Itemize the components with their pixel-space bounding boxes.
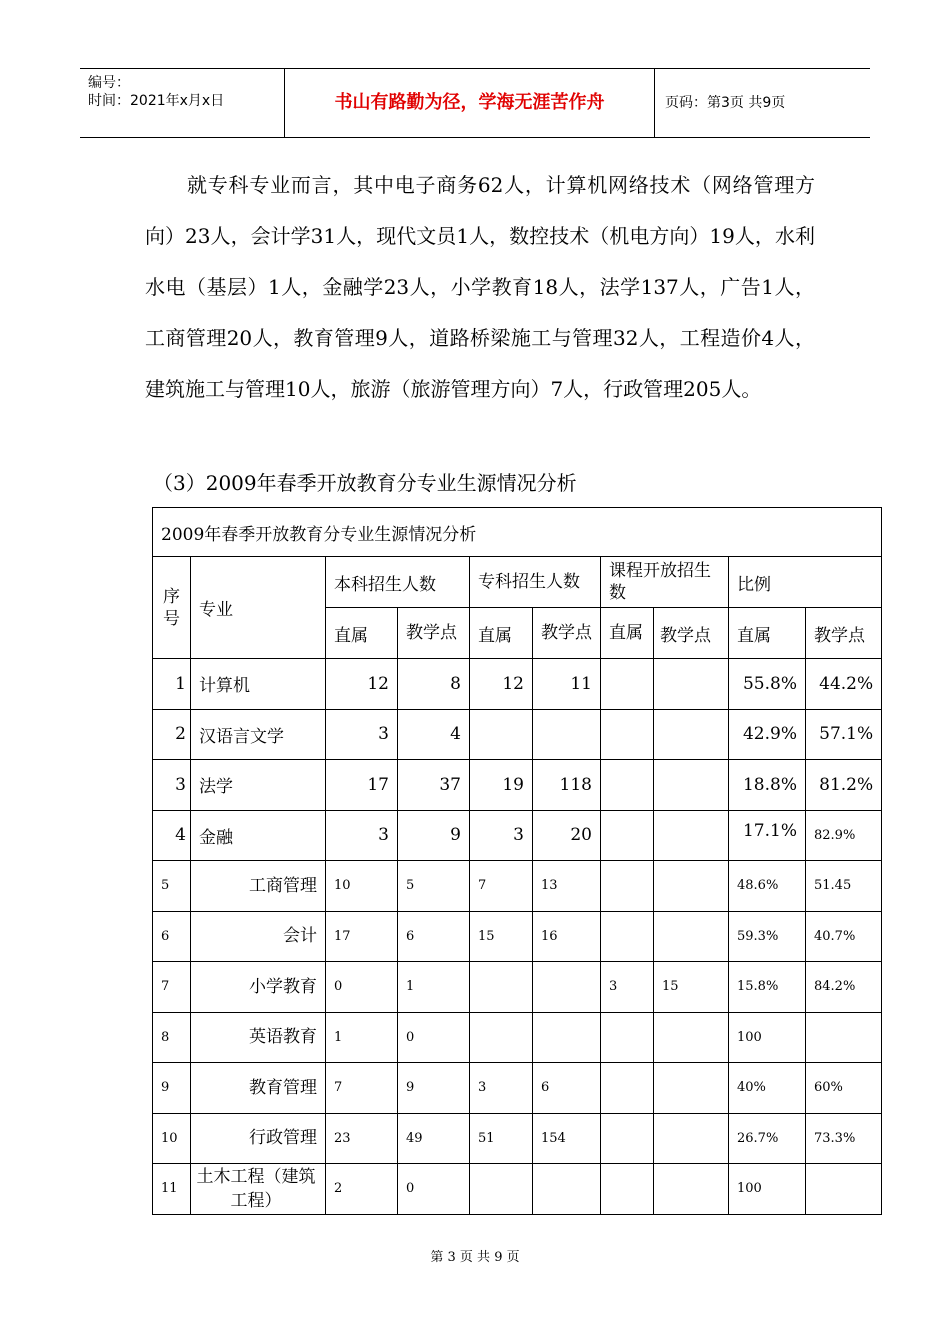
cell-up: 8 (398, 659, 470, 710)
cell-cd (601, 659, 654, 710)
cell-rp: 60% (806, 1063, 882, 1114)
cell-major: 小学教育 (191, 962, 326, 1013)
cell-major: 汉语言文学 (191, 709, 326, 760)
cell-cd (601, 1063, 654, 1114)
cell-jd: 3 (470, 1063, 533, 1114)
cell-jd: 15 (470, 911, 533, 962)
cell-cp (654, 760, 729, 811)
cell-cp (654, 1113, 729, 1164)
table-row (153, 911, 882, 962)
cell-rp: 51.45 (806, 861, 882, 912)
cell-rp: 44.2% (806, 659, 882, 710)
header-page-label: 页码：第3页 共9页 (665, 95, 786, 111)
cell-up: 1 (398, 962, 470, 1013)
cell-major: 土木工程（建筑工程） (191, 1164, 326, 1215)
cell-ud: 23 (326, 1113, 398, 1164)
table-row (153, 1012, 882, 1063)
cell-rd: 18.8% (729, 760, 806, 811)
cell-cd (601, 760, 654, 811)
cell-cd (601, 709, 654, 760)
cell-jp: 13 (533, 861, 601, 912)
cell-jp: 16 (533, 911, 601, 962)
cell-rd: 42.9% (729, 709, 806, 760)
cell-rd: 59.3% (729, 911, 806, 962)
header-jd-point: 教学点 (533, 608, 601, 659)
cell-jd: 51 (470, 1113, 533, 1164)
time-label: 时间：2021年x月x日 (88, 93, 225, 109)
cell-cp (654, 810, 729, 861)
header-ud-direct: 直属 (326, 608, 398, 659)
cell-rp: 81.2% (806, 760, 882, 811)
cell-rp (806, 1164, 882, 1215)
header-motto: 书山有路勤为径，学海无涯苦作舟 (284, 69, 655, 137)
cell-jp: 118 (533, 760, 601, 811)
cell-major: 金融 (191, 810, 326, 861)
header-ratio: 比例 (729, 557, 882, 608)
cell-jd: 7 (470, 861, 533, 912)
cell-ud: 17 (326, 760, 398, 811)
table-row (153, 962, 882, 1013)
cell-cp (654, 659, 729, 710)
cell-up: 37 (398, 760, 470, 811)
page-footer: 第 3 页 共 9 页 (430, 1250, 520, 1265)
cell-up: 0 (398, 1164, 470, 1215)
cell-jd (470, 962, 533, 1013)
cell-jp (533, 962, 601, 1013)
table-title: 2009年春季开放教育分专业生源情况分析 (153, 508, 882, 557)
cell-no: 6 (153, 911, 191, 962)
cell-jp: 20 (533, 810, 601, 861)
cell-rp: 40.7% (806, 911, 882, 962)
header-major: 专业 (191, 557, 326, 659)
cell-jd (470, 1164, 533, 1215)
cell-ud: 2 (326, 1164, 398, 1215)
cell-jp: 154 (533, 1113, 601, 1164)
header-r-point: 教学点 (806, 608, 882, 659)
cell-jp (533, 1012, 601, 1063)
cell-cd (601, 1164, 654, 1215)
cell-major: 工商管理 (191, 861, 326, 912)
cell-no: 7 (153, 962, 191, 1013)
cell-major: 会计 (191, 911, 326, 962)
cell-no: 8 (153, 1012, 191, 1063)
cell-jd: 3 (470, 810, 533, 861)
header-junior: 专科招生人数 (470, 557, 601, 608)
cell-rd: 48.6% (729, 861, 806, 912)
cell-rp: 84.2% (806, 962, 882, 1013)
cell-jp: 11 (533, 659, 601, 710)
cell-ud: 17 (326, 911, 398, 962)
number-label: 编号： (88, 75, 130, 91)
cell-cd: 3 (601, 962, 654, 1013)
cell-jd (470, 1012, 533, 1063)
cell-no: 5 (153, 861, 191, 912)
cell-jp (533, 709, 601, 760)
cell-ud: 10 (326, 861, 398, 912)
cell-rp: 57.1% (806, 709, 882, 760)
enrollment-table (152, 507, 882, 1215)
cell-ud: 0 (326, 962, 398, 1013)
cell-up: 0 (398, 1012, 470, 1063)
cell-ud: 7 (326, 1063, 398, 1114)
page-header (80, 68, 870, 138)
cell-no: 3 (153, 760, 191, 811)
cell-up: 49 (398, 1113, 470, 1164)
table-row (153, 810, 882, 861)
cell-cp (654, 861, 729, 912)
cell-up: 4 (398, 709, 470, 760)
cell-cp: 15 (654, 962, 729, 1013)
table-row (153, 659, 882, 710)
header-r-direct: 直属 (729, 608, 806, 659)
cell-ud: 1 (326, 1012, 398, 1063)
cell-no: 9 (153, 1063, 191, 1114)
cell-jd (470, 709, 533, 760)
cell-major: 教育管理 (191, 1063, 326, 1114)
cell-up: 9 (398, 1063, 470, 1114)
cell-major: 计算机 (191, 659, 326, 710)
paragraph-text: 就专科专业而言，其中电子商务62人，计算机网络技术（网络管理方向）23人，会计学31人，现代文员1人，数控技术（机电方向）19人，水利水电（基层）1人，金融学23人，小学教育18人，法学137人，广告1人，工商管理20人，教育管理9人，道路桥梁施工与管理32人，工程造价4人，建筑施工与管理10人，旅游（旅游管理方向）7人，行政管理205人。 (145, 173, 815, 401)
cell-cd (601, 911, 654, 962)
cell-rp: 82.9% (806, 810, 882, 861)
cell-ud: 3 (326, 810, 398, 861)
cell-rp (806, 1012, 882, 1063)
cell-no: 10 (153, 1113, 191, 1164)
cell-rd: 26.7% (729, 1113, 806, 1164)
table-row (153, 861, 882, 912)
cell-jp: 6 (533, 1063, 601, 1114)
cell-cd (601, 810, 654, 861)
cell-cd (601, 1113, 654, 1164)
cell-rd: 100 (729, 1164, 806, 1215)
cell-major: 行政管理 (191, 1113, 326, 1164)
cell-rp: 73.3% (806, 1113, 882, 1164)
table-row (153, 1164, 882, 1215)
header-course: 课程开放招生数 (601, 557, 729, 608)
cell-rd: 17.1% (729, 810, 806, 861)
table-row (153, 709, 882, 760)
cell-jp (533, 1164, 601, 1215)
cell-no: 2 (153, 709, 191, 760)
cell-cp (654, 1012, 729, 1063)
cell-jd: 19 (470, 760, 533, 811)
table-row (153, 1113, 882, 1164)
cell-cd (601, 1012, 654, 1063)
cell-cp (654, 709, 729, 760)
cell-cp (654, 911, 729, 962)
cell-up: 9 (398, 810, 470, 861)
cell-rd: 100 (729, 1012, 806, 1063)
cell-rd: 55.8% (729, 659, 806, 710)
body-paragraph (145, 160, 815, 415)
header-cd-point: 教学点 (654, 608, 729, 659)
cell-no: 11 (153, 1164, 191, 1215)
header-cd-direct: 直属 (601, 608, 654, 659)
header-undergrad: 本科招生人数 (326, 557, 470, 608)
cell-up: 5 (398, 861, 470, 912)
table-row (153, 1063, 882, 1114)
cell-major: 法学 (191, 760, 326, 811)
cell-ud: 12 (326, 659, 398, 710)
cell-cp (654, 1164, 729, 1215)
cell-no: 1 (153, 659, 191, 710)
header-jd-direct: 直属 (470, 608, 533, 659)
cell-cd (601, 861, 654, 912)
cell-rd: 15.8% (729, 962, 806, 1013)
cell-ud: 3 (326, 709, 398, 760)
header-seq: 序号 (153, 557, 191, 659)
table-caption: （3）2009年春季开放教育分专业生源情况分析 (153, 471, 577, 495)
cell-rd: 40% (729, 1063, 806, 1114)
table-row (153, 760, 882, 811)
cell-cp (654, 1063, 729, 1114)
cell-up: 6 (398, 911, 470, 962)
header-ud-point: 教学点 (398, 608, 470, 659)
cell-jd: 12 (470, 659, 533, 710)
header-meta (80, 69, 284, 137)
cell-no: 4 (153, 810, 191, 861)
cell-major: 英语教育 (191, 1012, 326, 1063)
